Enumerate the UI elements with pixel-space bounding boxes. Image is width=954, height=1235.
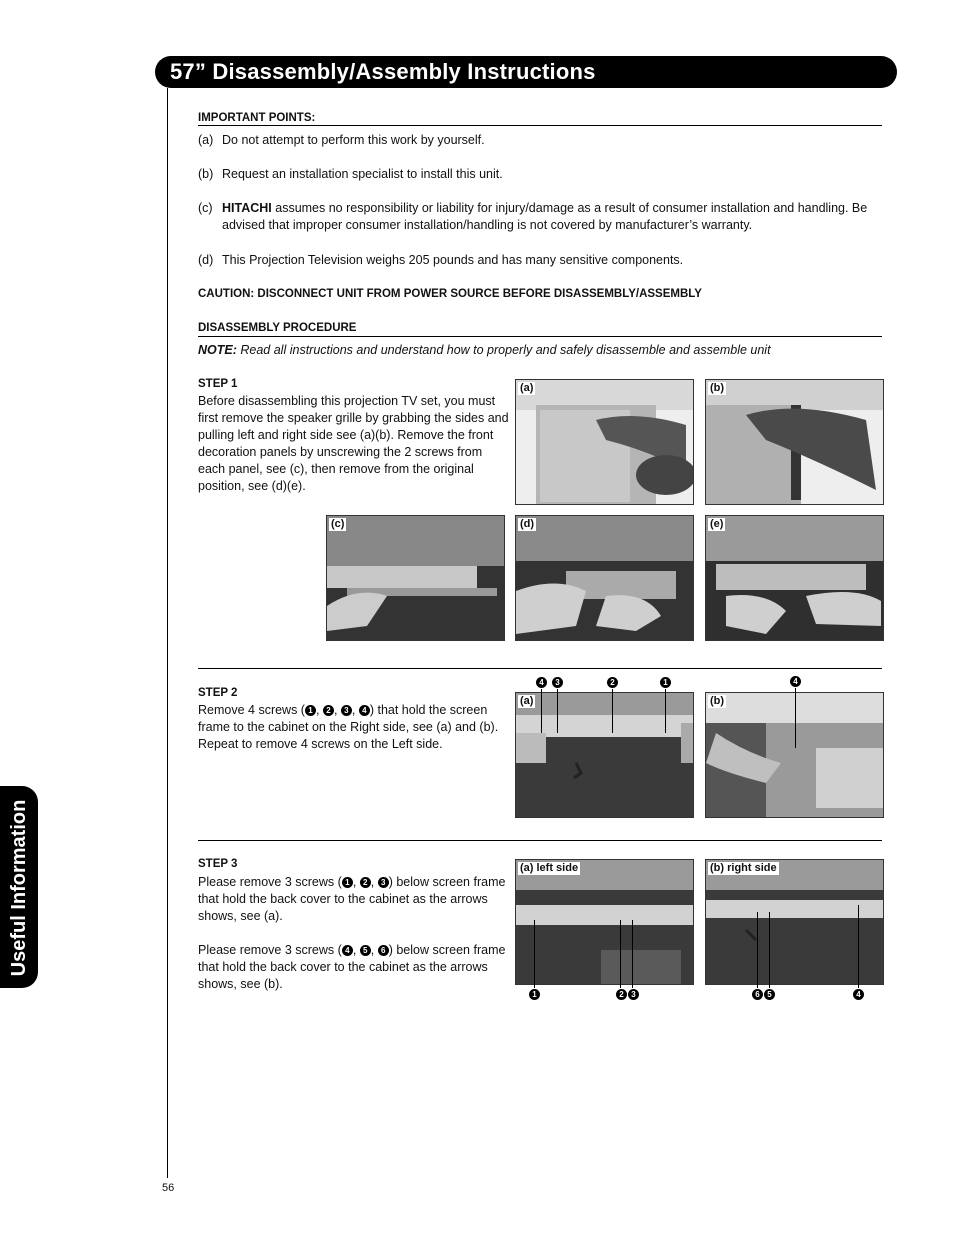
screw-number: 2: [360, 877, 371, 888]
callout-1: 1: [529, 989, 540, 1000]
arrow: [612, 689, 613, 733]
procedure-heading: DISASSEMBLY PROCEDURE: [198, 322, 357, 334]
step3-p2-end: ) below screen frame that hold the back cover to the cabinet as the arrows shows, see (b).: [198, 943, 506, 991]
heading-rule: [198, 125, 882, 126]
photo-label: (d): [520, 518, 535, 530]
step3-text-2: Please remove 3 screws ( 4 , 5 , 6 ) below screen frame that hold the back cover to the cabinet as the arrows shows, see (b).: [198, 943, 506, 991]
step2-text-end: ) that hold the screen frame to the cabinet on the Right side, see (a) and (b). Repeat to remove 4 screws on the Left side.: [198, 703, 499, 751]
screw-number: 1: [342, 877, 353, 888]
item-letter: (a): [198, 133, 214, 147]
callout-2: 2: [607, 677, 618, 688]
step3-p2-start: Please remove 3 screws (: [198, 943, 342, 957]
section-rule: [198, 840, 882, 841]
heading-rule: [198, 336, 882, 337]
step1-text: Before disassembling this projection TV set, you must first remove the speaker grille by grabbing the sides and pulling left and right side see (a)(b). Remove the front decoration panels by unscrewing the 2 screws from each panel, see (c), then remove from the original position, see (d)(e).: [198, 394, 509, 493]
important-item-a: [198, 132, 882, 149]
item-letter: (d): [198, 253, 214, 267]
photo-label: (e): [710, 518, 724, 530]
arrow: [795, 688, 796, 748]
callout-6: 6: [752, 989, 763, 1000]
callout-4: 4: [853, 989, 864, 1000]
callout-3: 3: [628, 989, 639, 1000]
note-text: Read all instructions and understand how to properly and safely disassemble and assemble unit: [240, 343, 771, 357]
important-heading: IMPORTANT POINTS:: [198, 112, 316, 124]
step1-title: STEP 1: [198, 378, 238, 390]
item-text: Request an installation specialist to install this unit.: [222, 167, 503, 181]
brand-name: HITACHI: [222, 201, 272, 215]
item-text: Do not attempt to perform this work by yourself.: [222, 133, 485, 147]
callout-4: 4: [536, 677, 547, 688]
callout-1: 1: [660, 677, 671, 688]
photo-label: (b) right side: [710, 862, 777, 874]
callout-3: 3: [552, 677, 563, 688]
margin-rule: [167, 88, 168, 1178]
screw-number: 6: [378, 945, 389, 956]
callout-2: 2: [616, 989, 627, 1000]
screw-number: 1: [305, 705, 316, 716]
arrow: [557, 689, 558, 733]
screw-number: 5: [360, 945, 371, 956]
step2-title: STEP 2: [198, 687, 238, 699]
step1-photo-a: [515, 379, 694, 505]
step1-photo-c: [326, 515, 505, 641]
step3-p1-end: ) below screen frame that hold the back cover to the cabinet as the arrows shows, see (a).: [198, 875, 506, 923]
photo-label: (a) left side: [520, 862, 579, 874]
step1-photo-b: [705, 379, 884, 505]
callout-4b: 4: [790, 676, 801, 687]
page-number: 56: [162, 1182, 175, 1194]
arrow: [632, 920, 633, 988]
arrow: [665, 689, 666, 733]
callout-5: 5: [764, 989, 775, 1000]
arrow: [620, 920, 621, 988]
important-item-b: [198, 166, 882, 183]
arrow: [858, 905, 859, 988]
page-title: 57” Disassembly/Assembly Instructions: [170, 59, 596, 84]
note: [198, 343, 771, 357]
screw-number: 3: [378, 877, 389, 888]
screw-number: 3: [341, 705, 352, 716]
item-letter: (c): [198, 201, 213, 215]
step3-p1-start: Please remove 3 screws (: [198, 875, 342, 889]
photo-label: (c): [331, 518, 345, 530]
item-letter: (b): [198, 167, 214, 181]
step1-photo-d: [515, 515, 694, 641]
photo-label: (b): [710, 382, 725, 394]
step2-text: Remove 4 screws ( 1 , 2 , 3 , 4 ) that hold the screen frame to the cabinet on the Right side, see (a) and (b). Repeat to remove 4 screws on the Left side.: [198, 703, 499, 751]
step2-text-start: Remove 4 screws (: [198, 703, 305, 717]
photo-label: (a): [520, 382, 534, 394]
side-tab-label: Useful Information: [8, 799, 30, 977]
arrow: [757, 912, 758, 988]
item-text: This Projection Television weighs 205 pounds and has many sensitive components.: [222, 253, 684, 267]
important-item-d: [198, 252, 882, 269]
photo-label: (b): [710, 695, 725, 707]
important-item-c: [198, 200, 882, 234]
photo-label: (a): [520, 695, 534, 707]
screw-number: 4: [342, 945, 353, 956]
step3-photo-a: [515, 859, 694, 985]
arrow: [769, 912, 770, 988]
step3-text-1: Please remove 3 screws ( 1 , 2 , 3 ) below screen frame that hold the back cover to the cabinet as the arrows shows, see (a).: [198, 875, 506, 923]
arrow: [541, 689, 542, 733]
item-text: assumes no responsibility or liability for injury/damage as a result of consumer installation and handling. Be advised that improper consumer installation/handling is not covered by manufacturer’s warranty.: [222, 201, 868, 232]
section-rule: [198, 668, 882, 669]
screw-number: 2: [323, 705, 334, 716]
arrow: [534, 920, 535, 988]
note-label: NOTE:: [198, 343, 237, 357]
step1-photo-e: [705, 515, 884, 641]
step3-title: STEP 3: [198, 858, 238, 870]
caution-text: CAUTION: DISCONNECT UNIT FROM POWER SOURCE BEFORE DISASSEMBLY/ASSEMBLY: [198, 288, 702, 300]
screw-number: 4: [359, 705, 370, 716]
